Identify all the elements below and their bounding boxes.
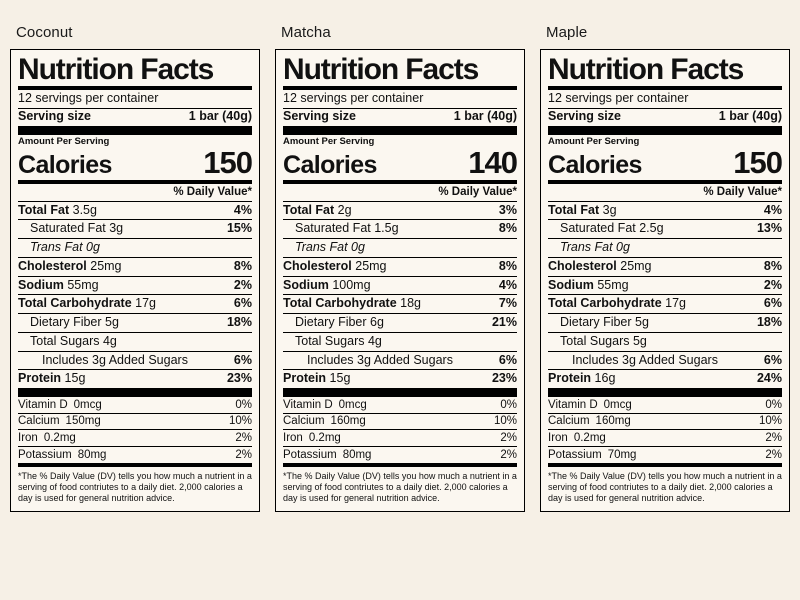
- divider: [283, 126, 517, 135]
- micronutrient-label: Potassium: [18, 448, 72, 461]
- micronutrient-daily-value: 0%: [500, 398, 517, 411]
- nutrient-label: Dietary Fiber: [560, 315, 632, 330]
- nutrient-label: Total Sugars: [560, 333, 630, 348]
- nutrient-daily-value: 6%: [763, 296, 782, 311]
- nutrient-name: [283, 316, 384, 330]
- micronutrient-amount: 160mg: [595, 415, 631, 428]
- nutrient-label: Trans Fat: [30, 240, 83, 255]
- nutrient-amount: 5g: [629, 333, 647, 348]
- nutrient-name: [548, 241, 630, 255]
- nutrient-daily-value: 8%: [763, 258, 782, 273]
- amount-per-serving: Amount Per Serving: [283, 135, 375, 147]
- nutrient-daily-value: 8%: [498, 258, 517, 273]
- micronutrient-row: [283, 414, 517, 430]
- micronutrient-row: [548, 397, 782, 413]
- nutrient-name: [283, 222, 399, 236]
- micronutrient-daily-value: 2%: [765, 448, 782, 461]
- daily-value-header: % Daily Value*: [173, 185, 252, 198]
- micronutrient-row: [18, 397, 252, 413]
- nutrient-name: [18, 260, 122, 274]
- nutrient-label: Sodium: [18, 277, 64, 292]
- serving-size-label: Serving size: [283, 108, 356, 123]
- micronutrient-name: [283, 432, 341, 445]
- nutrient-daily-value: 18%: [226, 315, 252, 330]
- footnote: *The % Daily Value (DV) tells you how much a nutrient in a serving of food contriutes to a daily diet. 2,000 calories a day is used for general nutrition advice.: [283, 470, 517, 504]
- nutrient-name: [548, 354, 718, 368]
- nutrient-label: Trans Fat: [295, 240, 348, 255]
- micronutrient-name: [283, 399, 367, 412]
- nutrient-row: [283, 202, 517, 220]
- nutrient-name: [548, 316, 649, 330]
- panel-maple: [540, 24, 790, 512]
- nutrient-name: [283, 260, 387, 274]
- nutrient-label: Trans Fat: [560, 240, 613, 255]
- calories-label: Calories: [18, 150, 112, 179]
- micronutrient-amount: 0.2mg: [573, 431, 606, 444]
- nutrient-amount: 17g: [661, 296, 687, 311]
- nutrient-name: [283, 354, 453, 368]
- nutrient-name: [548, 222, 664, 236]
- daily-value-header: % Daily Value*: [438, 185, 517, 198]
- flavor-title: Coconut: [16, 24, 73, 41]
- micronutrient-label: Vitamin D: [548, 398, 598, 411]
- micronutrient-amount: 70mg: [607, 448, 637, 461]
- nutrient-daily-value: 21%: [491, 315, 517, 330]
- nutrient-amount: 5g: [101, 315, 119, 330]
- nutrient-rows: [283, 202, 517, 389]
- nutrient-row: [283, 314, 517, 332]
- micronutrient-row: [18, 414, 252, 430]
- nutrient-label: Total Carbohydrate: [548, 296, 662, 311]
- divider: [548, 126, 782, 135]
- nutrient-row: [548, 352, 782, 370]
- nutrient-label: Total Sugars: [30, 333, 100, 348]
- nutrient-label: Includes 3g Added Sugars: [572, 352, 718, 367]
- nutrient-row: [18, 277, 252, 295]
- micronutrient-name: [283, 415, 366, 428]
- nutrient-name: [18, 354, 188, 368]
- calories-value: 150: [733, 144, 782, 180]
- nutrient-label: Dietary Fiber: [30, 315, 102, 330]
- nutrient-row: [283, 220, 517, 238]
- micronutrient-amount: 0mcg: [603, 398, 632, 411]
- nutrient-daily-value: 4%: [763, 202, 782, 217]
- micronutrient-label: Potassium: [283, 448, 337, 461]
- nutrient-label: Sodium: [283, 277, 329, 292]
- micronutrient-name: [18, 449, 106, 462]
- nutrient-daily-value: 6%: [498, 352, 517, 367]
- micronutrient-name: [548, 449, 636, 462]
- nutrient-label: Saturated Fat: [295, 221, 371, 236]
- nutrient-amount: 3.5g: [69, 202, 97, 217]
- nutrient-daily-value: 2%: [233, 277, 252, 292]
- nutrient-daily-value: 6%: [763, 352, 782, 367]
- nutrient-daily-value: 23%: [491, 371, 517, 386]
- nutrient-daily-value: 4%: [233, 202, 252, 217]
- micronutrient-label: Iron: [283, 431, 303, 444]
- nutrient-amount: 17g: [131, 296, 157, 311]
- nutrient-name: [283, 279, 371, 293]
- serving-size-label: Serving size: [18, 108, 91, 123]
- nutrient-amount: 25mg: [86, 258, 122, 273]
- micronutrient-amount: 0mcg: [338, 398, 367, 411]
- nutrient-daily-value: 15%: [226, 221, 252, 236]
- nutrient-label: Dietary Fiber: [295, 315, 367, 330]
- nutrient-row: [548, 295, 782, 313]
- nutrient-label: Includes 3g Added Sugars: [42, 352, 188, 367]
- nutrient-amount: 0g: [612, 240, 630, 255]
- amount-per-serving: Amount Per Serving: [548, 135, 640, 147]
- amount-per-serving: Amount Per Serving: [18, 135, 110, 147]
- micronutrient-daily-value: 10%: [758, 415, 782, 428]
- nutrient-row: [18, 220, 252, 238]
- micronutrient-daily-value: 2%: [500, 448, 517, 461]
- nutrient-amount: 6g: [366, 315, 384, 330]
- nutrient-rows: [548, 202, 782, 389]
- serving-size-row: [548, 109, 782, 126]
- micronutrient-daily-value: 2%: [235, 448, 252, 461]
- nutrient-daily-value: 4%: [498, 277, 517, 292]
- micronutrient-row: [18, 430, 252, 446]
- micronutrient-daily-value: 0%: [235, 398, 252, 411]
- nutrient-name: [548, 204, 617, 218]
- nutrient-label: Total Carbohydrate: [18, 296, 132, 311]
- nutrient-amount: 100mg: [328, 277, 371, 292]
- micronutrient-amount: 80mg: [342, 448, 372, 461]
- calories-value: 140: [468, 144, 517, 180]
- micronutrient-row: [548, 414, 782, 430]
- micronutrient-name: [18, 399, 102, 412]
- calories-label: Calories: [548, 150, 642, 179]
- calories-value: 150: [203, 144, 252, 180]
- nutrient-row: [18, 352, 252, 370]
- serving-size-row: [283, 109, 517, 126]
- micronutrient-row: [548, 430, 782, 446]
- panel-coconut: [10, 24, 260, 512]
- nutrition-facts-label: [275, 49, 525, 512]
- flavor-title: Matcha: [281, 24, 331, 41]
- nutrient-label: Cholesterol: [18, 258, 87, 273]
- nutrient-rows: [18, 202, 252, 389]
- nutrient-row: [548, 277, 782, 295]
- micronutrient-label: Vitamin D: [283, 398, 333, 411]
- nutrient-amount: 0g: [82, 240, 100, 255]
- nutrient-row: [548, 370, 782, 388]
- nutrient-amount: 55mg: [63, 277, 99, 292]
- calories-row: [548, 144, 782, 180]
- nutrient-label: Protein: [548, 371, 592, 386]
- nutrient-amount: 3g: [599, 202, 617, 217]
- micronutrient-amount: 0mcg: [73, 398, 102, 411]
- micronutrient-label: Iron: [18, 431, 38, 444]
- nutrient-name: [548, 335, 647, 349]
- nutrient-row: [18, 202, 252, 220]
- nutrient-label: Cholesterol: [548, 258, 617, 273]
- nutrient-daily-value: 6%: [233, 296, 252, 311]
- micronutrient-daily-value: 2%: [765, 431, 782, 444]
- nutrient-daily-value: 24%: [756, 371, 782, 386]
- micronutrient-label: Calcium: [548, 415, 590, 428]
- micronutrient-label: Potassium: [548, 448, 602, 461]
- nutrient-amount: 25mg: [616, 258, 652, 273]
- nutrient-name: [548, 372, 615, 386]
- nutrient-daily-value: 13%: [756, 221, 782, 236]
- micronutrient-name: [283, 449, 371, 462]
- nutrient-name: [18, 335, 117, 349]
- divider: [18, 126, 252, 135]
- nutrient-row: [18, 295, 252, 313]
- nutrient-row: [283, 370, 517, 388]
- label-title: Nutrition Facts: [18, 53, 214, 86]
- nutrient-label: Total Carbohydrate: [283, 296, 397, 311]
- nutrient-label: Protein: [283, 371, 327, 386]
- nutrient-name: [18, 372, 85, 386]
- nutrient-amount: 4g: [364, 333, 382, 348]
- nutrient-amount: 15g: [326, 371, 351, 386]
- nutrient-row: [18, 258, 252, 276]
- nutrient-amount: 0g: [347, 240, 365, 255]
- nutrient-label: Total Fat: [548, 202, 600, 217]
- nutrient-daily-value: 8%: [233, 258, 252, 273]
- calories-label: Calories: [283, 150, 377, 179]
- nutrient-daily-value: 8%: [498, 221, 517, 236]
- nutrient-name: [18, 279, 99, 293]
- flavor-title: Maple: [546, 24, 588, 41]
- micronutrient-name: [548, 399, 632, 412]
- nutrient-amount: 4g: [99, 333, 117, 348]
- micronutrient-daily-value: 10%: [493, 415, 517, 428]
- micronutrient-amount: 0.2mg: [308, 431, 341, 444]
- serving-size-row: [18, 109, 252, 126]
- nutrient-amount: 16g: [591, 371, 616, 386]
- panel-matcha: [275, 24, 525, 512]
- footnote: *The % Daily Value (DV) tells you how much a nutrient in a serving of food contriutes to a daily diet. 2,000 calories a day is used for general nutrition advice.: [18, 470, 252, 504]
- nutrient-amount: 5g: [631, 315, 649, 330]
- nutrient-label: Total Sugars: [295, 333, 365, 348]
- nutrient-label: Protein: [18, 371, 62, 386]
- micronutrient-row: [18, 447, 252, 463]
- micronutrient-amount: 80mg: [77, 448, 107, 461]
- nutrient-label: Sodium: [548, 277, 594, 292]
- nutrient-row: [283, 295, 517, 313]
- micronutrient-label: Calcium: [18, 415, 60, 428]
- serving-size-value: 1 bar (40g): [453, 108, 517, 123]
- nutrient-amount: 2.5g: [635, 221, 664, 236]
- nutrient-amount: 18g: [396, 296, 422, 311]
- nutrient-daily-value: 3%: [498, 202, 517, 217]
- nutrient-name: [18, 316, 119, 330]
- nutrient-amount: 25mg: [351, 258, 387, 273]
- nutrient-name: [283, 372, 350, 386]
- nutrient-label: Includes 3g Added Sugars: [307, 352, 453, 367]
- nutrient-name: [283, 335, 382, 349]
- nutrient-name: [548, 297, 686, 311]
- nutrient-daily-value: 2%: [763, 277, 782, 292]
- micronutrient-name: [548, 432, 606, 445]
- nutrient-row: [283, 333, 517, 351]
- nutrition-facts-label: [10, 49, 260, 512]
- nutrient-name: [548, 260, 652, 274]
- nutrient-amount: 15g: [61, 371, 86, 386]
- nutrient-row: [548, 220, 782, 238]
- nutrient-amount: 55mg: [593, 277, 629, 292]
- micronutrient-label: Vitamin D: [18, 398, 68, 411]
- nutrient-label: Saturated Fat: [560, 221, 636, 236]
- serving-size-value: 1 bar (40g): [188, 108, 252, 123]
- nutrient-name: [548, 279, 629, 293]
- nutrient-name: [18, 204, 97, 218]
- daily-value-header: % Daily Value*: [703, 185, 782, 198]
- divider: [18, 388, 252, 397]
- micronutrient-label: Calcium: [283, 415, 325, 428]
- micronutrient-amount: 0.2mg: [43, 431, 76, 444]
- label-title: Nutrition Facts: [283, 53, 479, 86]
- nutrient-row: [548, 333, 782, 351]
- micronutrient-rows: [18, 397, 252, 463]
- nutrient-daily-value: 18%: [756, 315, 782, 330]
- micronutrient-amount: 160mg: [330, 415, 366, 428]
- servings-per-container: 12 servings per container: [283, 91, 424, 105]
- nutrient-amount: 2g: [334, 202, 352, 217]
- nutrient-name: [283, 204, 352, 218]
- nutrient-row: [283, 239, 517, 257]
- micronutrient-daily-value: 2%: [235, 431, 252, 444]
- nutrient-label: Total Fat: [18, 202, 70, 217]
- nutrient-daily-value: 6%: [233, 352, 252, 367]
- micronutrient-daily-value: 2%: [500, 431, 517, 444]
- nutrient-row: [283, 258, 517, 276]
- divider: [548, 388, 782, 397]
- nutrient-label: Cholesterol: [283, 258, 352, 273]
- nutrient-row: [548, 258, 782, 276]
- micronutrient-rows: [548, 397, 782, 463]
- divider: [283, 388, 517, 397]
- micronutrient-row: [283, 430, 517, 446]
- nutrient-row: [548, 239, 782, 257]
- micronutrient-name: [18, 432, 76, 445]
- micronutrient-rows: [283, 397, 517, 463]
- nutrient-row: [548, 314, 782, 332]
- nutrient-amount: 1.5g: [370, 221, 399, 236]
- serving-size-label: Serving size: [548, 108, 621, 123]
- nutrient-label: Saturated Fat: [30, 221, 106, 236]
- micronutrient-daily-value: 10%: [228, 415, 252, 428]
- nutrient-name: [283, 241, 365, 255]
- nutrient-name: [283, 297, 421, 311]
- nutrient-row: [283, 277, 517, 295]
- footnote: *The % Daily Value (DV) tells you how much a nutrient in a serving of food contriutes to a daily diet. 2,000 calories a day is used for general nutrition advice.: [548, 470, 782, 504]
- nutrient-row: [18, 314, 252, 332]
- nutrient-amount: 3g: [105, 221, 124, 236]
- micronutrient-row: [283, 397, 517, 413]
- nutrient-row: [548, 202, 782, 220]
- nutrient-daily-value: 7%: [498, 296, 517, 311]
- nutrition-facts-label: [540, 49, 790, 512]
- calories-row: [283, 144, 517, 180]
- nutrient-row: [18, 370, 252, 388]
- micronutrient-amount: 150mg: [65, 415, 101, 428]
- calories-row: [18, 144, 252, 180]
- micronutrient-name: [548, 415, 631, 428]
- micronutrient-name: [18, 415, 101, 428]
- micronutrient-row: [283, 447, 517, 463]
- nutrient-row: [18, 239, 252, 257]
- nutrient-label: Total Fat: [283, 202, 335, 217]
- micronutrient-daily-value: 0%: [765, 398, 782, 411]
- nutrient-name: [18, 222, 123, 236]
- nutrient-row: [18, 333, 252, 351]
- label-title: Nutrition Facts: [548, 53, 744, 86]
- nutrient-row: [283, 352, 517, 370]
- micronutrient-label: Iron: [548, 431, 568, 444]
- nutrient-name: [18, 297, 156, 311]
- servings-per-container: 12 servings per container: [548, 91, 689, 105]
- micronutrient-row: [548, 447, 782, 463]
- serving-size-value: 1 bar (40g): [718, 108, 782, 123]
- servings-per-container: 12 servings per container: [18, 91, 159, 105]
- nutrient-name: [18, 241, 100, 255]
- nutrient-daily-value: 23%: [226, 371, 252, 386]
